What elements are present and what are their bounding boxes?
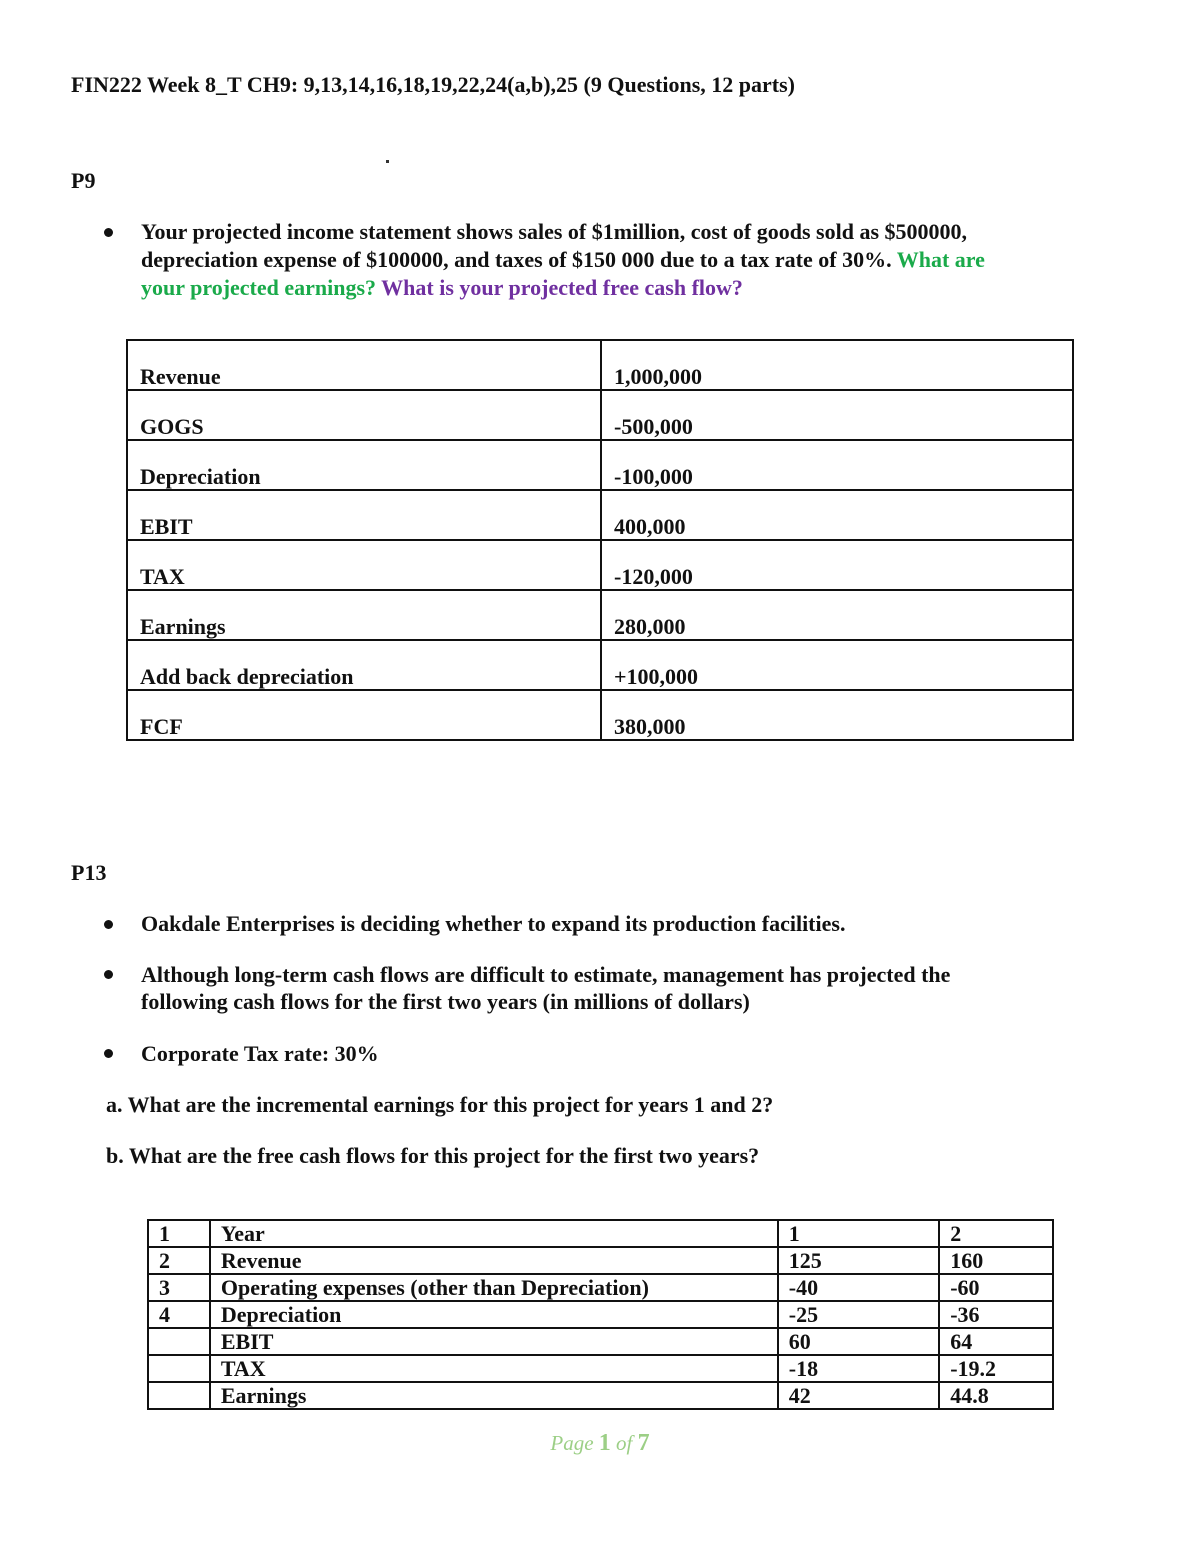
table-row — [127, 390, 1073, 440]
p9-income-table — [126, 339, 1074, 741]
table-cell: -25 — [778, 1301, 939, 1328]
table-cell: 1,000,000 — [601, 340, 1073, 390]
table-row — [148, 1247, 1053, 1274]
table-row — [127, 640, 1073, 690]
table-cell: 1 — [778, 1220, 939, 1247]
table-row — [127, 490, 1073, 540]
of-word: of — [616, 1431, 633, 1455]
question-earnings: What are — [896, 247, 985, 272]
table-cell: -60 — [939, 1274, 1053, 1301]
table-cell — [148, 1382, 210, 1409]
table-cell: 44.8 — [939, 1382, 1053, 1409]
bullet-icon — [104, 228, 113, 237]
stray-dot — [386, 160, 389, 163]
table-row — [148, 1220, 1053, 1247]
table-cell: EBIT — [127, 490, 601, 540]
p9-text: depreciation expense of $100000, and taxes of $150 000 due to a tax rate of 30%. — [141, 247, 892, 272]
table-cell: 64 — [939, 1328, 1053, 1355]
table-cell: GOGS — [127, 390, 601, 440]
table-cell: 3 — [148, 1274, 210, 1301]
section-label-p13: P13 — [71, 860, 107, 885]
table-row — [148, 1382, 1053, 1409]
table-row — [148, 1274, 1053, 1301]
section-label-p9: P9 — [71, 168, 96, 193]
table-cell: 4 — [148, 1301, 210, 1328]
table-cell: -120,000 — [601, 540, 1073, 590]
table-cell: -19.2 — [939, 1355, 1053, 1382]
table-cell: Earnings — [210, 1382, 778, 1409]
table-row — [148, 1328, 1053, 1355]
page-footer — [0, 1430, 1200, 1457]
table-cell: Depreciation — [127, 440, 601, 490]
table-cell: -18 — [778, 1355, 939, 1382]
table-cell — [148, 1355, 210, 1382]
table-row — [127, 690, 1073, 740]
table-cell: Depreciation — [210, 1301, 778, 1328]
table-cell: +100,000 — [601, 640, 1073, 690]
question-earnings: your projected earnings? — [141, 275, 377, 300]
page-number: 1 — [598, 1430, 611, 1456]
table-cell: -100,000 — [601, 440, 1073, 490]
question-fcf: What is your projected free cash flow? — [381, 275, 743, 300]
table-cell: Revenue — [210, 1247, 778, 1274]
table-cell: EBIT — [210, 1328, 778, 1355]
table-cell: 125 — [778, 1247, 939, 1274]
table-cell: -36 — [939, 1301, 1053, 1328]
table-cell: 1 — [148, 1220, 210, 1247]
table-cell: Add back depreciation — [127, 640, 601, 690]
p13-bullet-text: Although long-term cash flows are difficult to estimate, management has projected the — [141, 962, 951, 987]
table-row — [148, 1301, 1053, 1328]
question-a: a. What are the incremental earnings for this project for years 1 and 2? — [106, 1092, 774, 1117]
table-cell: 380,000 — [601, 690, 1073, 740]
table-cell — [148, 1328, 210, 1355]
table-cell: TAX — [210, 1355, 778, 1382]
bullet-icon — [104, 920, 113, 929]
table-cell: Year — [210, 1220, 778, 1247]
table-cell: 2 — [148, 1247, 210, 1274]
table-cell: 60 — [778, 1328, 939, 1355]
table-cell: Revenue — [127, 340, 601, 390]
document-title: FIN222 Week 8_T CH9: 9,13,14,16,18,19,22,24(a,b),25 (9 Questions, 12 parts) — [71, 72, 795, 97]
question-b: b. What are the free cash flows for this project for the first two years? — [106, 1143, 760, 1168]
table-cell: Operating expenses (other than Depreciation) — [210, 1274, 778, 1301]
table-cell: 2 — [939, 1220, 1053, 1247]
table-row — [127, 440, 1073, 490]
table-cell: TAX — [127, 540, 601, 590]
p13-bullet-text: Oakdale Enterprises is deciding whether to expand its production facilities. — [141, 911, 846, 936]
bullet-icon — [104, 1049, 113, 1058]
table-cell: 280,000 — [601, 590, 1073, 640]
p13-bullet-text: Corporate Tax rate: 30% — [141, 1041, 379, 1066]
table-cell: 160 — [939, 1247, 1053, 1274]
p13-bullet-text: following cash flows for the first two years (in millions of dollars) — [141, 989, 750, 1014]
page-word: Page — [550, 1431, 594, 1455]
table-cell: 400,000 — [601, 490, 1073, 540]
p13-cashflow-table — [147, 1219, 1054, 1410]
table-cell: -500,000 — [601, 390, 1073, 440]
table-row — [127, 590, 1073, 640]
table-cell: Earnings — [127, 590, 601, 640]
p9-text-line — [141, 275, 743, 301]
table-cell: FCF — [127, 690, 601, 740]
table-cell: 42 — [778, 1382, 939, 1409]
p9-text-line — [141, 247, 985, 273]
table-row — [127, 340, 1073, 390]
table-cell: -40 — [778, 1274, 939, 1301]
table-row — [148, 1355, 1053, 1382]
page-total: 7 — [637, 1430, 650, 1456]
bullet-icon — [104, 970, 113, 979]
p9-text-line: Your projected income statement shows sales of $1million, cost of goods sold as $500000, — [141, 219, 967, 244]
table-row — [127, 540, 1073, 590]
